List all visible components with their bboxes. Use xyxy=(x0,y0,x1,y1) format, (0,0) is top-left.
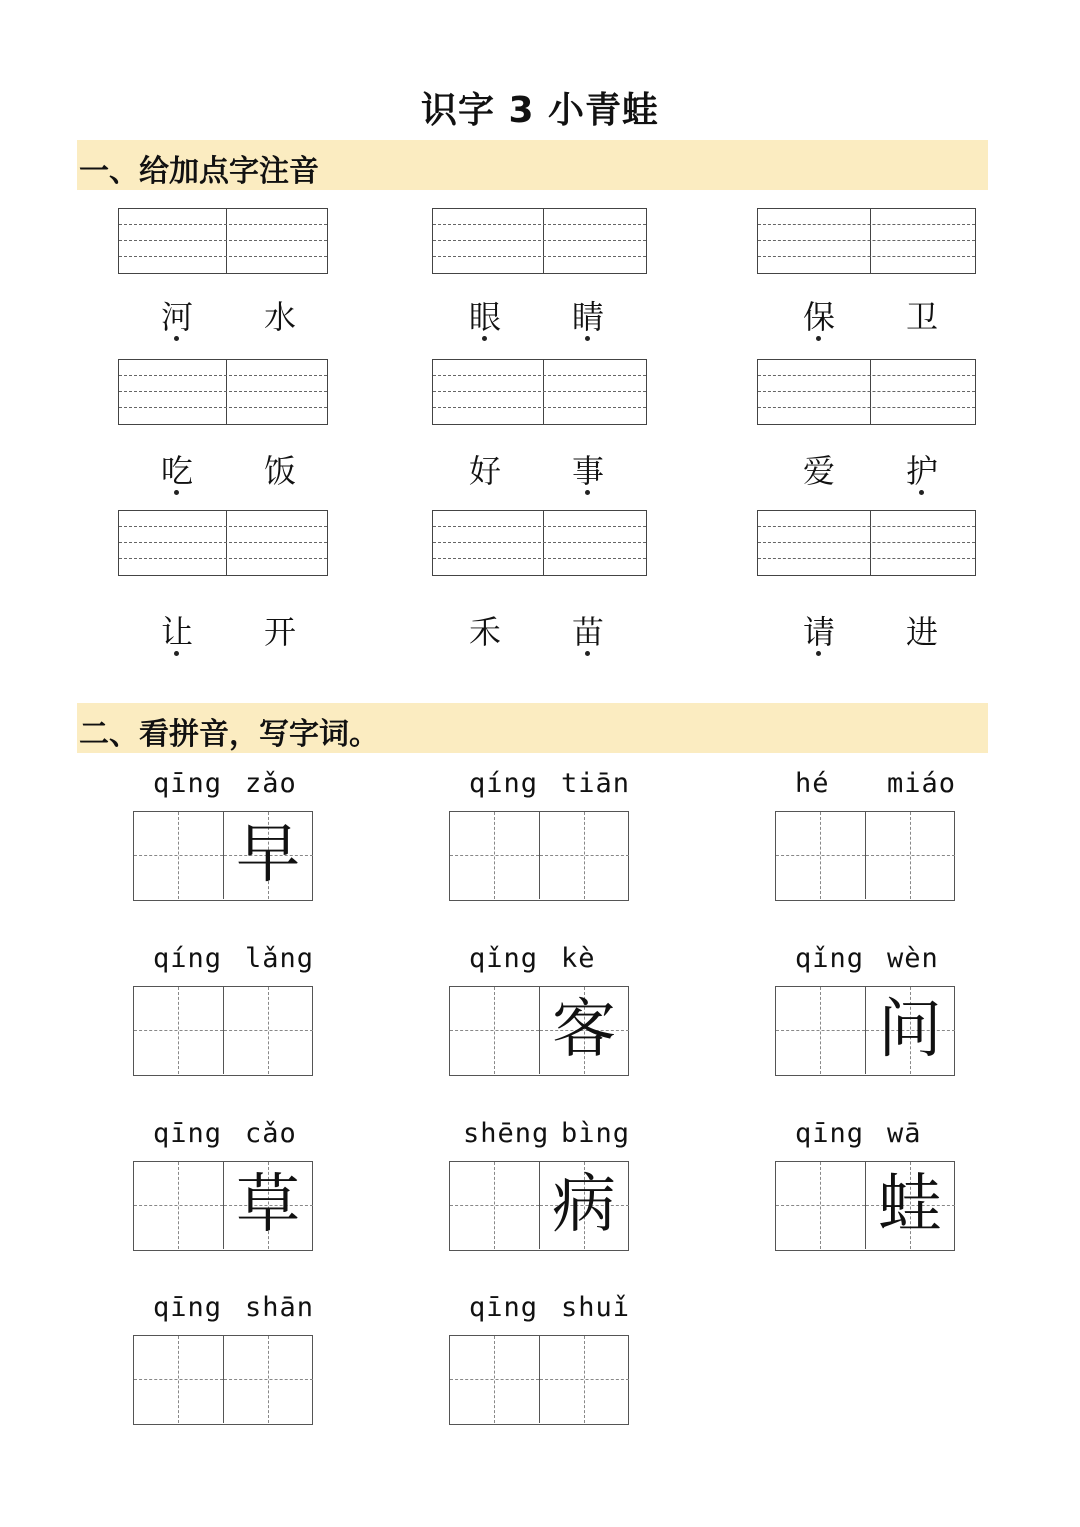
character-writing-grid[interactable] xyxy=(775,811,955,901)
word-character: 眼 xyxy=(465,292,505,338)
pinyin-syllable: qīng xyxy=(153,768,223,799)
given-character: 早 xyxy=(236,818,300,892)
pinyin-prompt xyxy=(449,768,629,804)
box-divider xyxy=(226,209,227,273)
pinyin-syllable: tiān xyxy=(561,768,631,799)
word-character: 让 xyxy=(157,607,197,653)
pinyin-syllable: cǎo xyxy=(245,1118,297,1149)
box-divider xyxy=(543,209,544,273)
pinyin-prompt xyxy=(449,1292,629,1328)
box-divider xyxy=(870,209,871,273)
guide-line xyxy=(119,407,327,408)
pinyin-syllable: qíng xyxy=(469,768,539,799)
guide-line xyxy=(758,407,975,408)
guide-line xyxy=(758,542,975,543)
guide-line xyxy=(119,240,327,241)
guide-line xyxy=(433,391,646,392)
pinyin-prompt xyxy=(133,768,313,804)
given-character: 草 xyxy=(236,1168,300,1242)
pinyin-syllable: lǎng xyxy=(245,943,315,974)
section-2-header xyxy=(77,703,988,753)
guide-line xyxy=(119,375,327,376)
word-character: 保 xyxy=(799,292,839,338)
pinyin-syllable: qǐng xyxy=(795,943,865,974)
pinyin-writing-box[interactable] xyxy=(757,208,976,274)
pinyin-syllable: qīng xyxy=(153,1118,223,1149)
pinyin-writing-box[interactable] xyxy=(432,208,647,274)
character-writing-grid[interactable] xyxy=(449,1161,629,1251)
section-1-header xyxy=(77,140,988,190)
guide-line xyxy=(450,1030,539,1031)
pinyin-prompt xyxy=(133,1292,313,1328)
pinyin-syllable: wèn xyxy=(887,943,939,974)
character-writing-grid[interactable] xyxy=(449,811,629,901)
page-title: 识字 3 小青蛙 xyxy=(420,90,660,131)
word-character: 事 xyxy=(568,446,608,492)
guide-line xyxy=(433,407,646,408)
character-writing-grid[interactable] xyxy=(133,1335,313,1425)
emphasis-dot xyxy=(919,490,924,495)
word-character: 禾 xyxy=(468,613,501,651)
word-character: 请 xyxy=(799,607,839,653)
guide-line xyxy=(134,1205,223,1206)
emphasis-dot xyxy=(174,490,179,495)
pinyin-prompt xyxy=(133,1118,313,1154)
character-writing-grid[interactable] xyxy=(133,1161,313,1251)
guide-line xyxy=(433,558,646,559)
pinyin-writing-box[interactable] xyxy=(118,510,328,576)
section-1-heading: 一、给加点字注音 xyxy=(79,154,319,189)
guide-line xyxy=(758,391,975,392)
character-writing-grid[interactable] xyxy=(133,811,313,901)
pinyin-syllable: wā xyxy=(887,1118,922,1149)
guide-line xyxy=(450,1379,539,1380)
guide-line xyxy=(758,256,975,257)
guide-line xyxy=(134,1379,223,1380)
tianzige-cell[interactable] xyxy=(450,812,539,899)
pinyin-prompt xyxy=(133,943,313,979)
word-character: 河 xyxy=(157,292,197,338)
pinyin-writing-box[interactable] xyxy=(118,208,328,274)
box-divider xyxy=(226,511,227,575)
tianzige-cell[interactable] xyxy=(134,1162,223,1249)
given-character: 客 xyxy=(552,993,616,1067)
emphasis-dot xyxy=(585,336,590,341)
guide-line xyxy=(433,240,646,241)
pinyin-prompt xyxy=(449,943,629,979)
guide-line xyxy=(758,375,975,376)
guide-line xyxy=(433,375,646,376)
pinyin-syllable: miáo xyxy=(887,768,957,799)
guide-line xyxy=(776,855,865,856)
guide-line xyxy=(119,391,327,392)
guide-line xyxy=(134,855,223,856)
given-character: 病 xyxy=(552,1168,616,1242)
tianzige-cell[interactable] xyxy=(776,1162,865,1249)
given-character: 问 xyxy=(878,993,942,1067)
box-divider xyxy=(870,360,871,424)
emphasis-dot xyxy=(816,336,821,341)
word-character: 饭 xyxy=(263,452,296,490)
guide-line xyxy=(776,1205,865,1206)
box-divider xyxy=(226,360,227,424)
character-writing-grid[interactable] xyxy=(775,986,955,1076)
emphasis-dot xyxy=(585,651,590,656)
tianzige-cell[interactable] xyxy=(134,987,223,1074)
guide-line xyxy=(433,542,646,543)
pinyin-prompt xyxy=(775,943,955,979)
tianzige-cell[interactable] xyxy=(776,987,865,1074)
guide-line xyxy=(866,855,955,856)
word-character: 进 xyxy=(905,613,938,651)
tianzige-cell[interactable] xyxy=(450,1162,539,1249)
emphasis-dot xyxy=(174,651,179,656)
tianzige-cell[interactable] xyxy=(539,1336,629,1423)
character-writing-grid[interactable] xyxy=(449,986,629,1076)
pinyin-syllable: hé xyxy=(795,768,830,799)
character-writing-grid[interactable] xyxy=(775,1161,955,1251)
guide-line xyxy=(758,224,975,225)
word-character: 好 xyxy=(468,452,501,490)
character-writing-grid[interactable] xyxy=(449,1335,629,1425)
pinyin-syllable: qíng xyxy=(153,943,223,974)
tianzige-cell[interactable] xyxy=(223,1336,313,1423)
box-divider xyxy=(543,511,544,575)
guide-line xyxy=(119,542,327,543)
pinyin-writing-box[interactable] xyxy=(432,510,647,576)
guide-line xyxy=(119,526,327,527)
pinyin-prompt xyxy=(449,1118,629,1154)
guide-line xyxy=(758,526,975,527)
guide-line xyxy=(224,1030,313,1031)
guide-line xyxy=(758,558,975,559)
word-character: 苗 xyxy=(568,607,608,653)
pinyin-writing-box[interactable] xyxy=(757,359,976,425)
word-character: 卫 xyxy=(905,298,938,336)
word-character: 吃 xyxy=(157,446,197,492)
pinyin-syllable: qīng xyxy=(153,1292,223,1323)
emphasis-dot xyxy=(816,651,821,656)
guide-line xyxy=(119,256,327,257)
guide-line xyxy=(450,1205,539,1206)
pinyin-prompt xyxy=(775,1118,955,1154)
guide-line xyxy=(433,526,646,527)
tianzige-cell[interactable] xyxy=(539,812,629,899)
pinyin-writing-box[interactable] xyxy=(432,359,647,425)
tianzige-cell[interactable] xyxy=(865,812,955,899)
word-character: 护 xyxy=(902,446,942,492)
pinyin-writing-box[interactable] xyxy=(118,359,328,425)
section-2-heading: 二、看拼音，写字词。 xyxy=(79,717,379,752)
tianzige-cell[interactable] xyxy=(223,987,313,1074)
guide-line xyxy=(540,1379,629,1380)
guide-line xyxy=(776,1030,865,1031)
given-character: 蛙 xyxy=(878,1168,942,1242)
tianzige-cell[interactable] xyxy=(450,1336,539,1423)
guide-line xyxy=(540,855,629,856)
pinyin-syllable: bìng xyxy=(561,1118,631,1149)
pinyin-syllable: kè xyxy=(561,943,596,974)
guide-line xyxy=(758,240,975,241)
word-character: 睛 xyxy=(568,292,608,338)
guide-line xyxy=(433,256,646,257)
guide-line xyxy=(450,855,539,856)
emphasis-dot xyxy=(585,490,590,495)
guide-line xyxy=(134,1030,223,1031)
tianzige-cell[interactable] xyxy=(450,987,539,1074)
word-character: 水 xyxy=(263,298,296,336)
guide-line xyxy=(433,224,646,225)
character-writing-grid[interactable] xyxy=(133,986,313,1076)
pinyin-syllable: zǎo xyxy=(245,768,297,799)
word-character: 开 xyxy=(263,613,296,651)
tianzige-cell[interactable] xyxy=(134,1336,223,1423)
pinyin-syllable: qīng xyxy=(795,1118,865,1149)
box-divider xyxy=(543,360,544,424)
tianzige-cell[interactable] xyxy=(134,812,223,899)
pinyin-writing-box[interactable] xyxy=(757,510,976,576)
guide-line xyxy=(119,224,327,225)
guide-line xyxy=(224,1379,313,1380)
guide-line xyxy=(119,558,327,559)
word-character: 爱 xyxy=(802,452,835,490)
emphasis-dot xyxy=(482,336,487,341)
tianzige-cell[interactable] xyxy=(776,812,865,899)
box-divider xyxy=(870,511,871,575)
pinyin-syllable: shuǐ xyxy=(561,1292,631,1323)
pinyin-syllable: qīng xyxy=(469,1292,539,1323)
pinyin-syllable: qǐng xyxy=(469,943,539,974)
pinyin-prompt xyxy=(775,768,955,804)
pinyin-syllable: shēng xyxy=(463,1118,550,1149)
pinyin-syllable: shān xyxy=(245,1292,315,1323)
emphasis-dot xyxy=(174,336,179,341)
